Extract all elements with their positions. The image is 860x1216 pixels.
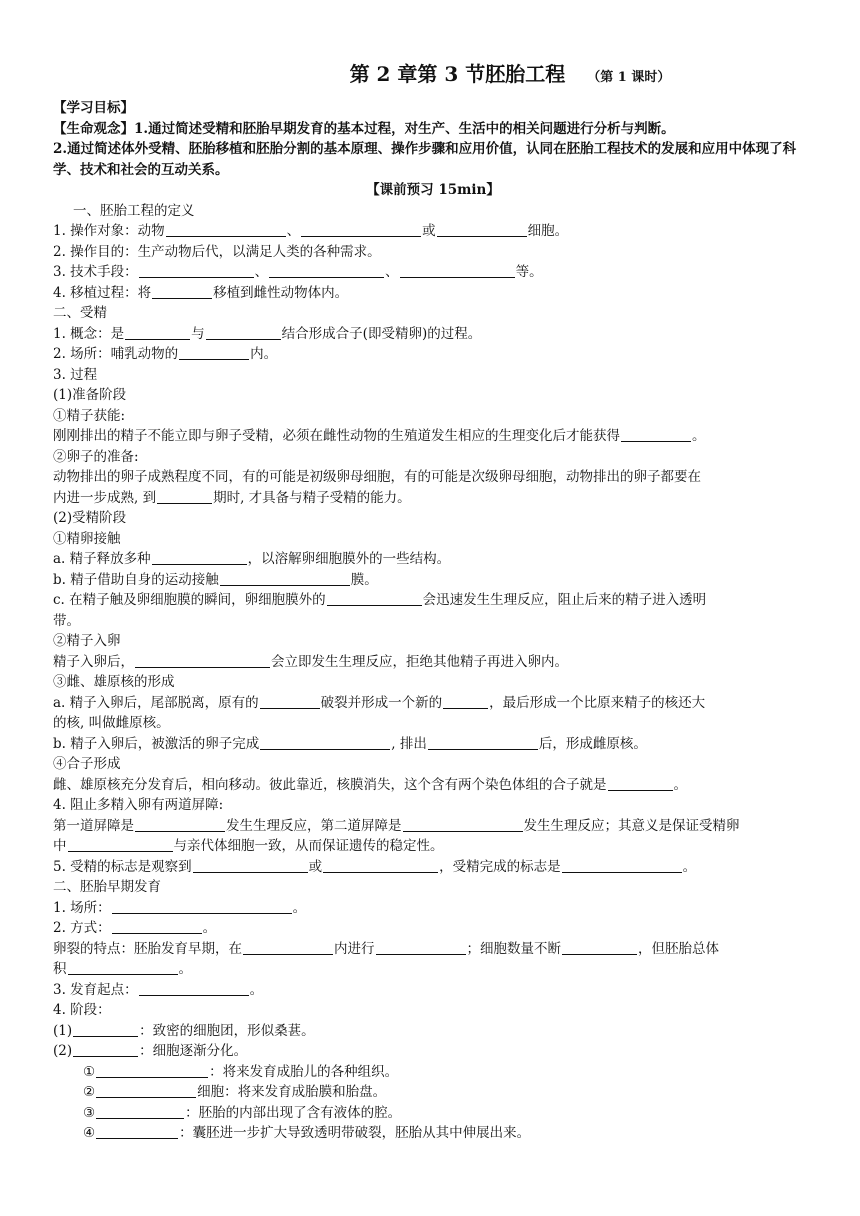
line-text: ③: [83, 1104, 96, 1121]
text-line: [53, 836, 813, 857]
line-text: (1)准备阶段: [53, 387, 127, 403]
answer-blank[interactable]: [206, 324, 281, 340]
text-line: [53, 139, 813, 180]
line-text: 4. 阶段：: [53, 1002, 111, 1018]
line-text: 内进一步成熟, 到: [53, 489, 157, 506]
line-text: 膜。: [350, 571, 378, 588]
line-text: 4. 阻止多精入卵有两道屏障:: [53, 797, 224, 813]
text-line: [53, 754, 813, 775]
answer-blank[interactable]: [608, 775, 673, 791]
text-line: [53, 959, 813, 980]
text-line: [53, 242, 813, 263]
answer-blank[interactable]: [96, 1103, 184, 1119]
answer-blank[interactable]: [68, 959, 178, 975]
answer-blank[interactable]: [376, 939, 466, 955]
line-text: ：致密的细胞团，形似桑葚。: [139, 1022, 315, 1039]
text-line: [53, 672, 813, 693]
line-text: 发生生理反应；其意义是保证受精卵: [523, 817, 740, 834]
answer-blank[interactable]: [125, 324, 190, 340]
line-text: 【生命观念】1.通过简述受精和胚胎早期发育的基本过程，对生产、生活中的相关问题进行分析与判断。: [53, 120, 675, 137]
line-text: ④: [83, 1125, 96, 1141]
line-text: 刚刚排出的精子不能立即与卵子受精，必须在雌性动物的生殖道发生相应的生理变化后才能获得: [53, 428, 620, 444]
answer-blank[interactable]: [96, 1123, 178, 1139]
line-text: ：细胞逐渐分化。: [139, 1043, 248, 1059]
text-line: [53, 877, 813, 898]
text-line: [53, 447, 813, 468]
line-text: 与亲代体细胞一致，从而保证遗传的稳定性。: [173, 838, 444, 854]
answer-blank[interactable]: [621, 426, 691, 442]
line-text: b. 精子借助自身的运动接触: [53, 571, 219, 588]
text-line: [53, 283, 813, 304]
worksheet-body: [53, 98, 813, 1144]
line-text: 。: [692, 428, 706, 444]
line-text: 等。: [515, 264, 543, 280]
line-text: (2)受精阶段: [53, 510, 127, 526]
text-line: [53, 611, 813, 632]
line-text: 3. 过程: [53, 366, 98, 383]
line-text: ，但胚胎总体: [638, 940, 719, 957]
line-text: ①: [83, 1063, 96, 1080]
text-line: [53, 180, 813, 201]
line-text: 动物排出的卵子成熟程度不同，有的可能是初级卵母细胞，有的可能是次级卵母细胞，动物排出的卵子都要在: [53, 469, 701, 485]
line-text: 雌、雄原核充分发育后，相向移动。彼此靠近，核膜消失，这个含有两个染色体组的合子就是: [53, 776, 607, 793]
line-text: 破裂并形成一个新的: [320, 694, 443, 711]
line-text: , 排出: [391, 735, 427, 752]
answer-blank[interactable]: [437, 221, 527, 237]
line-text: 2. 方式：: [53, 920, 111, 936]
line-text: 精子入卵后，: [53, 653, 134, 670]
line-text: 、: [385, 264, 399, 280]
page-title: [0, 58, 860, 87]
answer-blank[interactable]: [403, 816, 523, 832]
line-text: b. 精子入卵后，被激活的卵子完成: [53, 735, 260, 752]
line-text: 2.通过简述体外受精、胚胎移植和胚胎分割的基本原理、操作步骤和应用价值，认同在胚胎工程技术的发展和应用中体现了科学、技术和社会的互动关系。: [53, 141, 797, 178]
text-line: [53, 1000, 813, 1021]
text-line: [53, 795, 813, 816]
text-line: [53, 898, 813, 919]
line-text: ②: [83, 1084, 96, 1100]
answer-blank[interactable]: [562, 857, 682, 873]
text-line: [53, 713, 813, 734]
answer-blank[interactable]: [73, 1041, 138, 1057]
text-line: [53, 918, 813, 939]
text-line: [53, 385, 813, 406]
text-line: [53, 201, 813, 222]
text-line: [53, 939, 813, 960]
line-text: 积: [53, 961, 67, 977]
line-text: 。: [682, 858, 697, 875]
line-text: 期时, 才具备与精子受精的能力。: [213, 489, 411, 506]
text-line: [53, 98, 813, 119]
text-line: [53, 529, 813, 550]
title-main: 第 2 章第 3 节胚胎工程: [349, 62, 566, 86]
line-text: 2. 操作目的：生产动物后代，以满足人类的各种需求。: [53, 243, 381, 260]
text-line: [53, 488, 813, 509]
text-line: [53, 1021, 813, 1042]
line-text: 的核, 叫做雌原核。: [53, 715, 170, 731]
line-text: 一、胚胎工程的定义: [73, 202, 195, 219]
text-line: [53, 303, 813, 324]
line-text: 。: [673, 776, 687, 793]
answer-blank[interactable]: [68, 836, 173, 852]
answer-blank[interactable]: [166, 221, 286, 237]
line-text: 卵裂的特点：胚胎发育早期，在: [53, 940, 242, 957]
text-line: [53, 590, 813, 611]
answer-blank[interactable]: [96, 1062, 208, 1078]
answer-blank[interactable]: [428, 734, 538, 750]
line-text: 细胞：将来发育成胎膜和胎盘。: [197, 1084, 387, 1100]
line-text: c. 在精子触及卵细胞膜的瞬间，卵细胞膜外的: [53, 592, 326, 608]
answer-blank[interactable]: [135, 816, 225, 832]
line-text: 与: [191, 325, 205, 342]
line-text: ，以溶解卵细胞膜外的一些结构。: [247, 551, 451, 567]
text-line: [53, 1123, 813, 1144]
line-text: 内进行: [334, 940, 375, 957]
line-text: 。: [178, 961, 192, 977]
line-text: ：囊胚进一步扩大导致透明带破裂，胚胎从其中伸展出来。: [179, 1125, 531, 1141]
line-text: 、: [286, 223, 301, 239]
line-text: ①精卵接触: [53, 530, 121, 547]
line-text: 2. 场所：哺乳动物的: [53, 346, 179, 362]
answer-blank[interactable]: [179, 344, 249, 360]
line-text: 会立即发生生理反应，拒绝其他精子再进入卵内。: [271, 653, 568, 670]
line-text: 。: [249, 981, 264, 998]
line-text: 、: [254, 264, 269, 280]
text-line: [53, 324, 813, 345]
answer-blank[interactable]: [135, 652, 270, 668]
answer-blank[interactable]: [112, 898, 292, 914]
text-line: [53, 1103, 813, 1124]
answer-blank[interactable]: [112, 918, 202, 934]
line-text: a. 精子释放多种: [53, 551, 151, 567]
line-text: ：胚胎的内部出现了含有液体的腔。: [185, 1104, 402, 1121]
answer-blank[interactable]: [243, 939, 333, 955]
line-text: (1): [53, 1022, 73, 1039]
answer-blank[interactable]: [443, 693, 488, 709]
answer-blank[interactable]: [73, 1021, 138, 1037]
text-line: [53, 980, 813, 1001]
line-text: 发生生理反应，第二道屏障是: [226, 817, 402, 834]
line-text: 二、胚胎早期发育: [53, 879, 161, 895]
answer-blank[interactable]: [562, 939, 637, 955]
text-line: [53, 426, 813, 447]
line-text: 第一道屏障是: [53, 817, 134, 834]
text-line: [53, 775, 813, 796]
text-line: [53, 119, 813, 140]
answer-blank[interactable]: [327, 590, 422, 606]
text-line: [53, 221, 813, 242]
line-text: 或: [422, 223, 436, 239]
text-line: [53, 1041, 813, 1062]
answer-blank[interactable]: [260, 734, 390, 750]
text-line: [53, 734, 813, 755]
text-line: [53, 631, 813, 652]
text-line: [53, 1082, 813, 1103]
line-text: ②精子入卵: [53, 633, 121, 649]
line-text: ：将来发育成胎儿的各种组织。: [209, 1063, 399, 1080]
line-text: 或: [308, 858, 323, 875]
line-text: 【学习目标】: [53, 100, 134, 116]
line-text: 【课前预习 15min】: [366, 182, 500, 198]
line-text: 二、受精: [53, 305, 107, 321]
line-text: 中: [53, 838, 67, 854]
answer-blank[interactable]: [269, 262, 384, 278]
line-text: 内。: [250, 346, 278, 362]
text-line: [53, 570, 813, 591]
line-text: ②卵子的准备:: [53, 448, 139, 465]
text-line: [53, 262, 813, 283]
line-text: 。: [202, 920, 217, 936]
line-text: ；细胞数量不断: [466, 940, 561, 957]
line-text: 1. 操作对象：动物: [53, 223, 165, 239]
text-line: [53, 693, 813, 714]
text-line: [53, 816, 813, 837]
line-text: ③雌、雄原核的形成: [53, 674, 175, 690]
line-text: 后，形成雌原核。: [538, 735, 647, 752]
answer-blank[interactable]: [96, 1082, 196, 1098]
line-text: ④合子形成: [53, 756, 121, 772]
line-text: a. 精子入卵后，尾部脱离，原有的: [53, 694, 259, 711]
answer-blank[interactable]: [139, 980, 249, 996]
answer-blank[interactable]: [301, 221, 421, 237]
line-text: 4. 移植过程：将: [53, 284, 152, 301]
line-text: 5. 受精的标志是观察到: [53, 858, 192, 875]
line-text: (2): [53, 1043, 73, 1059]
line-text: 。: [292, 899, 307, 916]
answer-blank[interactable]: [400, 262, 515, 278]
text-line: [53, 652, 813, 673]
text-line: [53, 549, 813, 570]
answer-blank[interactable]: [157, 488, 212, 504]
line-text: ，受精完成的标志是: [439, 858, 561, 875]
answer-blank[interactable]: [323, 857, 438, 873]
text-line: [53, 467, 813, 488]
answer-blank[interactable]: [152, 549, 247, 565]
line-text: 会迅速发生生理反应，阻止后来的精子进入透明: [422, 592, 707, 608]
answer-blank[interactable]: [260, 693, 320, 709]
answer-blank[interactable]: [220, 570, 350, 586]
text-line: [53, 1062, 813, 1083]
answer-blank[interactable]: [139, 262, 254, 278]
text-line: [53, 365, 813, 386]
line-text: 移植到雌性动物体内。: [213, 284, 349, 301]
text-line: [53, 508, 813, 529]
line-text: 带。: [53, 612, 80, 629]
line-text: 3. 发育起点：: [53, 981, 138, 998]
text-line: [53, 857, 813, 878]
answer-blank[interactable]: [152, 283, 212, 299]
text-line: [53, 344, 813, 365]
title-sub: （第 1 课时）: [587, 70, 671, 85]
line-text: ①精子获能:: [53, 407, 126, 424]
line-text: 3. 技术手段：: [53, 264, 138, 280]
line-text: ，最后形成一个比原来精子的核还大: [489, 694, 706, 711]
answer-blank[interactable]: [193, 857, 308, 873]
text-line: [53, 406, 813, 427]
line-text: 1. 场所：: [53, 899, 111, 916]
line-text: 结合形成合子(即受精卵)的过程。: [281, 325, 482, 342]
line-text: 1. 概念：是: [53, 325, 125, 342]
line-text: 细胞。: [527, 223, 569, 239]
